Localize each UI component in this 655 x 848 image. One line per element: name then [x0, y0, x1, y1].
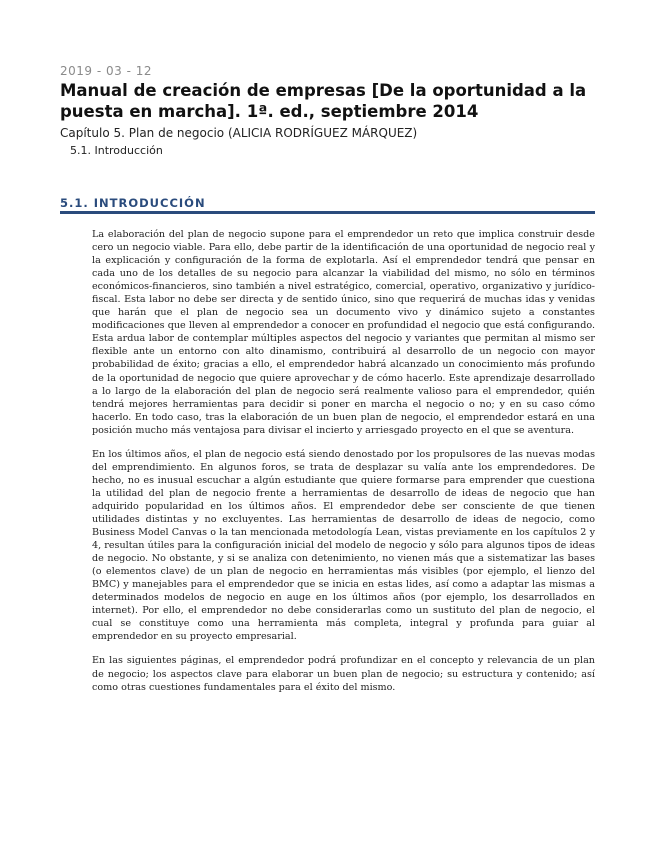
section-heading: 5.1. INTRODUCCIÓN	[60, 196, 206, 210]
document-date: 2019 - 03 - 12	[60, 64, 152, 78]
section-body	[92, 228, 595, 694]
document-title: Manual de creación de empresas [De la oportunidad a la puesta en marcha]. 1ª. ed., septiembre 2014	[60, 81, 587, 121]
paragraph: En las siguientes páginas, el emprendedor podrá profundizar en el concepto y relevancia de un plan de negocio; los aspectos clave para elaborar un buen plan de negocio; su estructura y contenido; así como otras cuestiones fundamentales para el éxito del mismo.	[92, 655, 595, 693]
paragraph: La elaboración del plan de negocio supone para el emprendedor un reto que implica construir desde cero un negocio viable. Para ello, debe partir de la identificación de una oportunidad de negocio real y la explicación y configuración de la forma de explotarla. Así el emprendedor tendrá que pensar en cada uno de los detalles de su negocio para alcanzar la viabilidad del mismo, no sólo en términos económicos-financieros, sino también a nivel estratégico, comercial, operativo, organizativo y jurídico-fiscal. Esta labor no debe ser directa y de sentido único, sino que requerirá de muchas idas y venidas que harán que el plan de negocio sea un documento vivo y dinámico sujeto a constantes modificaciones que lleven al emprendedor a conocer en profundidad el negocio que está configurando. Esta ardua labor de contemplar múltiples aspectos del negocio y variantes que permitan al mismo ser flexible ante un entorno con alto dinamismo, contribuirá al desarrollo de un negocio con mayor probabilidad de éxito; gracias a ello, el emprendedor habrá alcanzado un conocimiento más profundo de la oportunidad de negocio que quiere aprovechar y de cómo hacerlo. Este aprendizaje desarrollado a lo largo de la elaboración del plan de negocio será realmente valioso para el emprendedor, quién tendrá mejores herramientas para decidir si poner en marcha el negocio o no; y en su caso cómo hacerlo. En todo caso, tras la elaboración de un buen plan de negocio, el emprendedor estará en una posición mucho más ventajosa para divisar el incierto y arriesgado proyecto en el que se aventura.	[92, 229, 595, 436]
chapter-title: Capítulo 5. Plan de negocio (ALICIA RODRÍGUEZ MÁRQUEZ)	[60, 126, 418, 140]
toc-item[interactable]: 5.1. Introducción	[70, 144, 163, 157]
paragraph: En los últimos años, el plan de negocio está siendo denostado por los propulsores de las nuevas modas del emprendimiento. En algunos foros, se trata de desplazar su valía ante los emprendedores. De hecho, no es inusual escuchar a algún estudiante que quiere formarse para emprender que cuestiona la utilidad del plan de negocio frente a herramientas de desarrollo de ideas de negocio que han adquirido popularidad en los últimos años. El emprendedor debe ser consciente de que tienen utilidades distintas y no excluyentes. Las herramientas de desarrollo de ideas de negocio, como Business Model Canvas o la tan mencionada metodología Lean, vistas previamente en los capítulos 2 y 4, resultan útiles para la configuración inicial del modelo de negocio y sólo para algunos tipos de ideas de negocio. No obstante, y si se analiza con detenimiento, no vienen más que a sistematizar las bases (o elementos clave) de un plan de negocio en herramientas más visibles (por ejemplo, el lienzo del BMC) y manejables para el emprendedor que se inicia en estas lides, así como a adaptar las mismas a determinados modelos de negocio en auge en los últimos años (por ejemplo, los desarrollados en internet). Por ello, el emprendedor no debe considerarlas como un sustituto del plan de negocio, el cual se constituye como una herramienta más completa, integral y profunda para guiar al emprendedor en su proyecto empresarial.	[92, 448, 595, 643]
section-header	[60, 196, 595, 214]
